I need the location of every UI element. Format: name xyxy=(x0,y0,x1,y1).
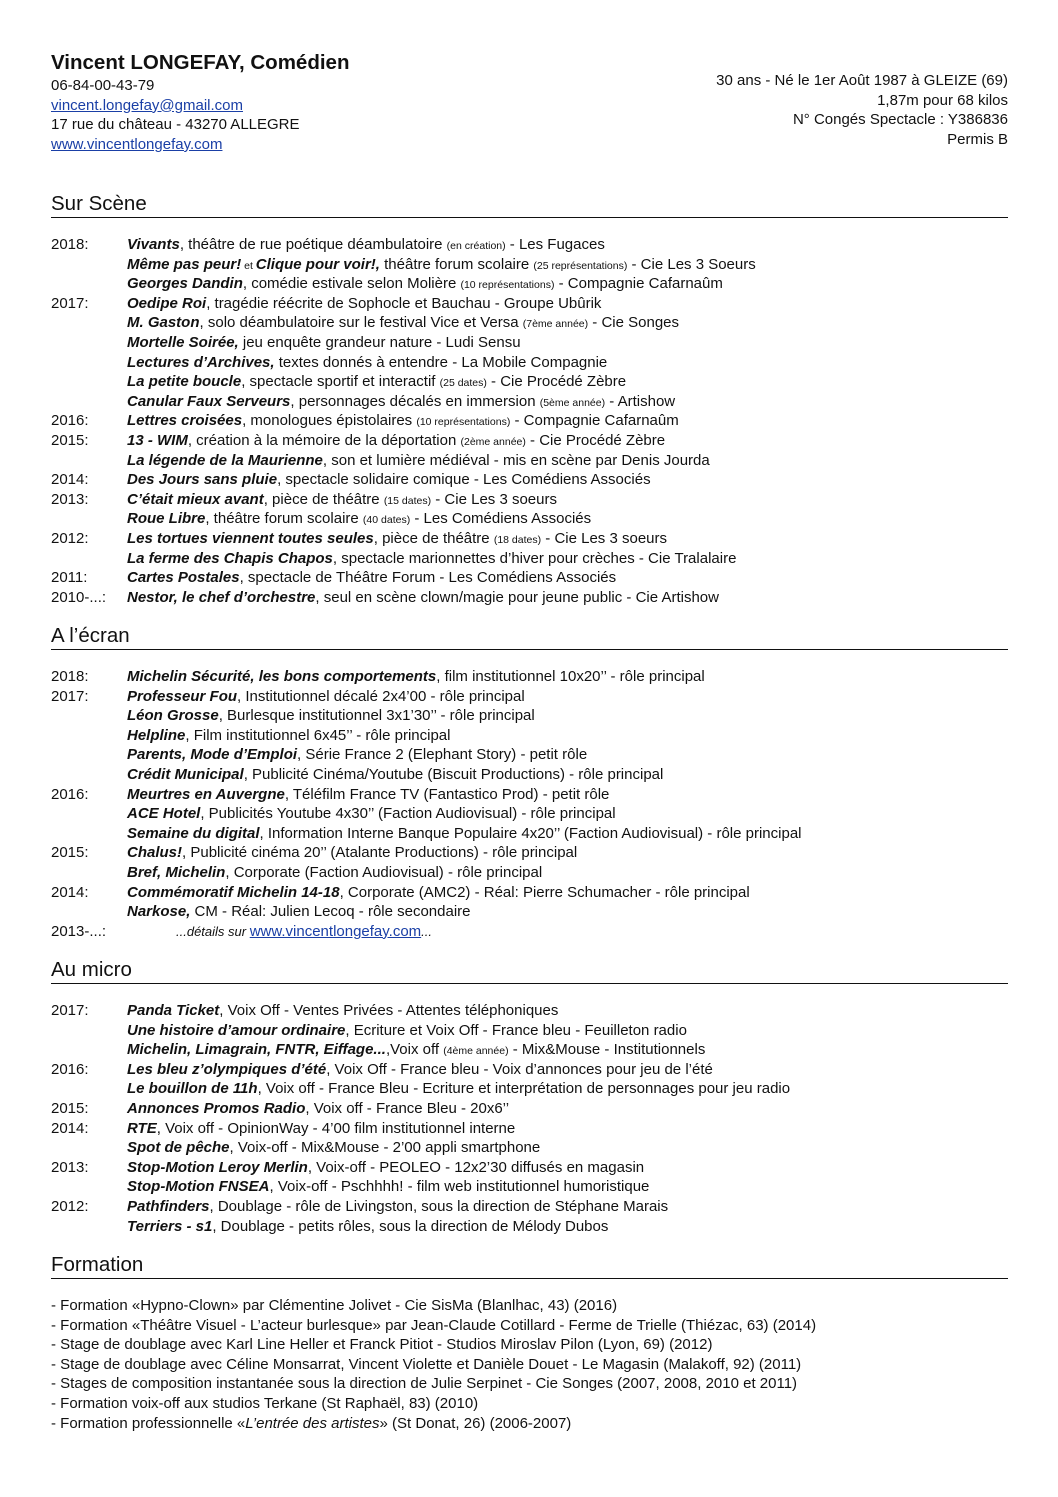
entry-rest: - Cie Les 3 soeurs xyxy=(541,529,667,547)
formation-item: - Formation «Hypno-Clown» par Clémentine Jolivet - Cie SisMa (Blanlhac, 43) (2016) xyxy=(51,1297,618,1314)
entry-title: Mortelle Soirée, xyxy=(127,333,239,351)
entry-year: 2015: xyxy=(51,1099,89,1117)
entry-text xyxy=(127,568,616,588)
entry-row xyxy=(51,470,1008,490)
entry-note: (4ème année) xyxy=(443,1045,509,1058)
entry-text xyxy=(127,274,723,296)
entry-text xyxy=(127,509,591,531)
entry-text xyxy=(127,353,607,373)
entry-row-more xyxy=(51,922,1008,942)
info-permis: Permis B xyxy=(947,130,1008,148)
more-text xyxy=(176,922,432,942)
entry-title: Vivants xyxy=(127,236,180,253)
entry-desc: , Voix Off - Ventes Privées - Attentes téléphoniques xyxy=(219,1002,559,1019)
entry-desc: , Corporate (AMC2) - Réal: Pierre Schumacher - rôle principal xyxy=(339,883,750,901)
entry-rest: - Les Fugaces xyxy=(505,236,605,253)
entry-rest: - Compagnie Cafarnaûm xyxy=(554,275,723,293)
entry-rest: - Cie Procédé Zèbre xyxy=(486,373,627,391)
entry-desc: , Voix off - France Bleu - 20x6’’ xyxy=(305,1099,510,1117)
entry-text xyxy=(127,255,756,277)
entry-text xyxy=(127,785,609,805)
entry-year: 2016: xyxy=(51,412,89,430)
section-micro xyxy=(51,959,1008,1236)
entry-row xyxy=(51,1001,1008,1021)
entry-desc: , tragédie réécrite de Sophocle et Bauchau - Groupe Ubûrik xyxy=(206,294,602,312)
entry-desc: CM - Réal: Julien Lecoq - rôle secondaire xyxy=(190,903,471,921)
screen-list xyxy=(51,667,1008,941)
entry-title: Stop-Motion Leroy Merlin xyxy=(127,1158,308,1176)
entry-title: Nestor, le chef d’orchestre xyxy=(127,588,316,606)
entry-title: Georges Dandin xyxy=(127,275,243,293)
formation-item: - Formation «Théâtre Visuel - L’acteur burlesque» par Jean-Claude Cotillard - Ferme de Trielle (Thiézac, 63) (2014) xyxy=(51,1316,817,1334)
personal-info xyxy=(716,71,1008,149)
entry-title: Le bouillon de 11h xyxy=(127,1080,258,1098)
entry-desc: , spectacle de Théâtre Forum - Les Comédiens Associés xyxy=(239,569,617,587)
entry-title: Canular Faux Serveurs xyxy=(127,392,291,410)
entry-desc: , film institutionnel 10x20’’ - rôle principal xyxy=(436,668,705,685)
contact-block xyxy=(51,76,300,154)
entry-desc: , Publicité cinéma 20’’ (Atalante Productions) - rôle principal xyxy=(182,844,578,862)
entry-desc: , solo déambulatoire sur le festival Vice et Versa xyxy=(199,314,523,332)
entry-text xyxy=(127,1119,515,1139)
entry-title: Les bleu z’olympiques d’été xyxy=(127,1060,327,1078)
entry-title: Chalus! xyxy=(127,844,183,862)
entry-desc: , Voix-off - Pschhhh! - film web institutionnel humoristique xyxy=(269,1178,650,1196)
entry-rest: - Cie Les 3 Soeurs xyxy=(627,255,756,273)
entry-text xyxy=(127,726,450,746)
entry-desc: textes donnés à entendre - La Mobile Compagnie xyxy=(274,353,608,371)
entry-desc: , Voix-off - Mix&Mouse - 2’00 appli smartphone xyxy=(229,1139,541,1157)
entry-text xyxy=(127,902,471,922)
entry-desc: , Doublage - rôle de Livingston, sous la direction de Stéphane Marais xyxy=(209,1197,669,1215)
entry-note: (40 dates) xyxy=(362,514,411,527)
entry-text xyxy=(127,529,667,551)
entry-rest: - Cie Les 3 soeurs xyxy=(431,490,557,508)
entry-year: 2018: xyxy=(51,236,89,253)
entry-row xyxy=(51,765,1008,785)
formation-item: - Stage de doublage avec Karl Line Heller et Franck Pitiot - Studios Miroslav Pilon (Lyon, 69) (2012) xyxy=(51,1336,713,1354)
entry-desc: , personnages décalés en immersion xyxy=(290,392,540,410)
entry-year: 2017: xyxy=(51,687,89,705)
entry-row xyxy=(51,235,1008,255)
entry-row xyxy=(51,863,1008,883)
more-suffix: ... xyxy=(421,923,433,939)
formation-item: - Stage de doublage avec Céline Monsarrat, Vincent Violette et Danièle Douet - Le Magasin (Malakoff, 92) (2011) xyxy=(51,1355,802,1373)
section-title: Au micro xyxy=(51,959,1008,984)
entry-desc: , théâtre de rue poétique déambulatoire xyxy=(179,236,447,253)
entry-text xyxy=(127,333,521,353)
entry-text xyxy=(127,372,626,394)
entry-year: 2015: xyxy=(51,431,89,449)
entry-row xyxy=(51,509,1008,529)
entry-desc: , comédie estivale selon Molière xyxy=(242,275,461,293)
entry-year: 2010-...: xyxy=(51,588,107,606)
entry-desc: , Institutionnel décalé 2x4’00 - rôle principal xyxy=(237,687,525,705)
entry-rest: - Artishow xyxy=(605,392,676,410)
entry-note: (25 dates) xyxy=(439,377,487,390)
email-link[interactable]: vincent.longefay@gmail.com xyxy=(51,96,243,114)
entry-desc: , Information Interne Banque Populaire 4x20’’ (Faction Audiovisual) - rôle principal xyxy=(259,824,802,842)
entry-connector: et xyxy=(241,259,256,272)
entry-rest: - Les Comédiens Associés xyxy=(410,510,592,528)
entry-row xyxy=(51,274,1008,294)
entry-text xyxy=(127,667,705,687)
entry-text xyxy=(127,1138,540,1158)
entry-row xyxy=(51,294,1008,314)
entry-year: 2016: xyxy=(51,1060,89,1078)
entry-title: Pathfinders xyxy=(127,1197,210,1215)
entry-year: 2014: xyxy=(51,883,89,901)
entry-row xyxy=(51,785,1008,805)
entry-desc: , Ecriture et Voix Off - France bleu - Feuilleton radio xyxy=(345,1021,687,1039)
entry-title: La petite boucle xyxy=(127,373,242,391)
section-title: Sur Scène xyxy=(51,193,1008,218)
entry-title: Roue Libre xyxy=(127,510,206,528)
entry-title: 13 - WIM xyxy=(127,431,188,449)
entry-year: 2013: xyxy=(51,1158,89,1176)
entry-rest: - Cie Procédé Zèbre xyxy=(525,431,666,449)
entry-text xyxy=(127,411,679,433)
entry-desc: , Doublage - petits rôles, sous la direction de Mélody Dubos xyxy=(212,1217,609,1235)
entry-note: (18 dates) xyxy=(493,533,542,546)
entry-year: 2014: xyxy=(51,1119,89,1137)
entry-desc: , Voix-off - PEOLEO - 12x2’30 diffusés en magasin xyxy=(307,1158,645,1176)
entry-text xyxy=(127,843,577,863)
entry-row xyxy=(51,1217,1008,1237)
entry-desc: , Voix off - OpinionWay - 4’00 film institutionnel interne xyxy=(156,1119,516,1137)
entry-row xyxy=(51,1197,1008,1217)
entry-text xyxy=(127,1021,687,1041)
entry-text xyxy=(127,235,605,257)
entry-desc: , spectacle solidaire comique - Les Comédiens Associés xyxy=(277,471,651,489)
entry-year: 2017: xyxy=(51,294,89,312)
entry-text xyxy=(127,706,535,726)
info-age: 30 ans - Né le 1er Août 1987 à GLEIZE (69) xyxy=(716,72,1008,89)
entry-desc: , pièce de théâtre xyxy=(263,490,384,508)
entry-row xyxy=(51,353,1008,373)
entry-row xyxy=(51,1099,1008,1119)
entry-row xyxy=(51,902,1008,922)
entry-title: Des Jours sans pluie xyxy=(127,471,278,489)
formation-italic: L’entrée des artistes xyxy=(245,1414,380,1432)
entry-title: La légende de la Maurienne xyxy=(127,451,323,469)
entry-row xyxy=(51,667,1008,687)
entry-desc: , monologues épistolaires xyxy=(242,412,417,430)
entry-title: La ferme des Chapis Chapos xyxy=(127,549,333,567)
entry-year: 2016: xyxy=(51,785,89,803)
formation-item: - Formation voix-off aux studios Terkane (St Raphaël, 83) (2010) xyxy=(51,1394,479,1412)
entry-title: Une histoire d’amour ordinaire xyxy=(127,1021,346,1039)
entry-note: (15 dates) xyxy=(383,494,432,507)
entry-text xyxy=(127,765,663,785)
entry-row xyxy=(51,372,1008,392)
entry-desc: , pièce de théâtre xyxy=(373,529,494,547)
entry-desc: ,Voix off xyxy=(385,1041,444,1059)
more-website-link[interactable]: www.vincentlongefay.com xyxy=(249,922,422,940)
entry-desc: , Voix Off - France bleu - Voix d’annonces pour jeu de l’été xyxy=(326,1060,713,1078)
entry-title: Semaine du digital xyxy=(127,824,260,842)
entry-text xyxy=(127,1079,790,1099)
entry-text xyxy=(127,490,557,512)
entry-row xyxy=(51,883,1008,903)
entry-title: Michelin Sécurité, les bons comportements xyxy=(127,668,437,685)
entry-row xyxy=(51,313,1008,333)
entry-text xyxy=(127,588,719,608)
entry-text xyxy=(127,1217,608,1237)
entry-desc: , spectacle sportif et interactif xyxy=(241,373,440,391)
entry-year: 2015: xyxy=(51,844,89,862)
entry-note: (10 représentations) xyxy=(460,279,555,292)
entry-year: 2012: xyxy=(51,529,89,547)
entry-title: ACE Hotel xyxy=(127,805,201,823)
address: 17 rue du château - 43270 ALLEGRE xyxy=(51,116,300,134)
formation-suffix: » (St Donat, 26) (2006-2007) xyxy=(379,1414,572,1432)
entry-year: 2012: xyxy=(51,1197,89,1215)
entry-title: Terriers - s1 xyxy=(127,1217,213,1235)
entry-text xyxy=(127,804,616,824)
entry-year: 2013: xyxy=(51,490,89,508)
entry-title: Narkose, xyxy=(127,903,191,921)
formation-item xyxy=(51,1414,1008,1434)
entry-year: 2014: xyxy=(51,471,89,489)
entry-note: (7ème année) xyxy=(522,318,589,331)
entry-text xyxy=(127,1177,649,1197)
entry-desc: , Publicités Youtube 4x30’’ (Faction Audiovisual) - rôle principal xyxy=(200,805,616,823)
entry-title: Lectures d’Archives, xyxy=(127,353,275,371)
entry-note: (2ème année) xyxy=(460,435,526,448)
entry-desc: théâtre forum scolaire xyxy=(379,255,534,273)
entry-text xyxy=(127,1060,713,1080)
section-title: A l’écran xyxy=(51,625,1008,650)
entry-text xyxy=(127,1099,509,1119)
entry-text xyxy=(127,392,675,414)
entry-row xyxy=(51,706,1008,726)
entry-row xyxy=(51,1079,1008,1099)
info-conges: N° Congés Spectacle : Y386836 xyxy=(792,111,1008,129)
formation-list xyxy=(51,1296,1008,1433)
entry-text xyxy=(127,1158,644,1178)
entry-row xyxy=(51,824,1008,844)
entry-note: (en création) xyxy=(446,240,506,252)
entry-desc: , son et lumière médiéval - mis en scène par Denis Jourda xyxy=(322,451,710,469)
entry-note: (5ème année) xyxy=(539,396,606,409)
more-prefix: ...détails sur xyxy=(176,923,250,939)
entry-title: Spot de pêche xyxy=(127,1139,230,1157)
entry-row xyxy=(51,333,1008,353)
entry-text xyxy=(127,431,665,453)
scene-list xyxy=(51,235,1008,607)
entry-desc: , spectacle marionnettes d’hiver pour crèches - Cie Tralalaire xyxy=(332,549,737,567)
entry-title: Cartes Postales xyxy=(127,569,240,587)
entry-text xyxy=(127,824,802,844)
section-screen xyxy=(51,625,1008,941)
entry-text xyxy=(127,313,679,335)
entry-desc: , création à la mémoire de la déportation xyxy=(187,431,461,449)
entry-title: Léon Grosse xyxy=(127,707,219,725)
entry-year: 2017: xyxy=(51,1002,89,1019)
entry-desc: , Film institutionnel 6x45’’ - rôle principal xyxy=(185,726,451,744)
entry-desc: , Corporate (Faction Audiovisual) - rôle principal xyxy=(225,863,543,881)
entry-row xyxy=(51,1158,1008,1178)
entry-title: Meurtres en Auvergne xyxy=(127,785,285,803)
entry-row xyxy=(51,843,1008,863)
entry-row xyxy=(51,804,1008,824)
phone: 06-84-00-43-79 xyxy=(51,77,155,94)
entry-year: 2011: xyxy=(51,569,88,587)
entry-row xyxy=(51,392,1008,412)
section-title: Formation xyxy=(51,1254,1008,1279)
entry-row xyxy=(51,411,1008,431)
formation-prefix: - Formation professionnelle « xyxy=(51,1414,246,1432)
entry-text xyxy=(127,745,587,765)
entry-row xyxy=(51,431,1008,451)
entry-text xyxy=(127,294,601,314)
entry-row xyxy=(51,1138,1008,1158)
entry-title: Professeur Fou xyxy=(127,687,238,705)
entry-title: Oedipe Roi xyxy=(127,294,207,312)
entry-title: Les tortues viennent toutes seules xyxy=(127,529,374,547)
entry-title: M. Gaston xyxy=(127,314,200,332)
entry-title: Stop-Motion FNSEA xyxy=(127,1178,270,1196)
formation-item: - Stages de composition instantanée sous la direction de Julie Serpinet - Cie Songes (2007, 2008, 2010 et 2011) xyxy=(51,1375,798,1393)
cv-name: Vincent LONGEFAY, Comédien xyxy=(51,51,350,74)
entry-title: Panda Ticket xyxy=(127,1002,220,1019)
entry-text xyxy=(127,1001,558,1021)
entry-row xyxy=(51,726,1008,746)
entry-row xyxy=(51,529,1008,549)
entry-title: Helpline xyxy=(127,726,186,744)
section-formation xyxy=(51,1254,1008,1433)
entry-title: Annonces Promos Radio xyxy=(127,1099,306,1117)
entry-title: C’était mieux avant xyxy=(127,490,264,508)
entry-desc: , seul en scène clown/magie pour jeune public - Cie Artishow xyxy=(315,588,719,606)
entry-rest: - Compagnie Cafarnaûm xyxy=(510,412,679,430)
entry-row xyxy=(51,687,1008,707)
entry-desc: , Série France 2 (Elephant Story) - petit rôle xyxy=(297,746,588,764)
entry-title: Crédit Municipal xyxy=(127,765,244,783)
entry-year: 2018: xyxy=(51,668,89,685)
entry-row xyxy=(51,568,1008,588)
entry-row xyxy=(51,1177,1008,1197)
entry-row xyxy=(51,745,1008,765)
entry-text xyxy=(127,1040,705,1062)
website-link[interactable]: www.vincentlongefay.com xyxy=(51,135,223,153)
entry-row xyxy=(51,549,1008,569)
entry-row xyxy=(51,1119,1008,1139)
section-scene xyxy=(51,193,1008,607)
entry-text xyxy=(127,1197,668,1217)
entry-desc: , Publicité Cinéma/Youtube (Biscuit Productions) - rôle principal xyxy=(243,765,664,783)
entry-title: Lettres croisées xyxy=(127,412,243,430)
entry-desc: , théâtre forum scolaire xyxy=(205,510,363,528)
entry-row xyxy=(51,255,1008,275)
entry-desc: jeu enquête grandeur nature - Ludi Sensu xyxy=(238,333,521,351)
entry-text xyxy=(127,863,542,883)
entry-title-2: Clique pour voir!, xyxy=(255,255,380,273)
entry-text xyxy=(127,549,736,569)
entry-year: 2013-...: xyxy=(51,922,107,940)
entry-title: Michelin, Limagrain, FNTR, Eiffage... xyxy=(127,1041,386,1059)
entry-desc: , Téléfilm France TV (Fantastico Prod) - petit rôle xyxy=(284,785,610,803)
entry-desc: , Voix off - France Bleu - Ecriture et interprétation de personnages pour jeu radio xyxy=(257,1080,791,1098)
entry-note: (25 représentations) xyxy=(533,259,628,272)
entry-row xyxy=(51,1021,1008,1041)
entry-row xyxy=(51,490,1008,510)
entry-title: Bref, Michelin xyxy=(127,863,226,881)
entry-title: Commémoratif Michelin 14-18 xyxy=(127,883,340,901)
entry-text xyxy=(127,883,750,903)
info-size: 1,87m pour 68 kilos xyxy=(877,91,1008,109)
entry-row xyxy=(51,1040,1008,1060)
entry-rest: - Mix&Mouse - Institutionnels xyxy=(508,1041,706,1059)
entry-title: Parents, Mode d’Emploi xyxy=(127,746,298,764)
entry-text xyxy=(127,687,525,707)
entry-row xyxy=(51,588,1008,608)
entry-text xyxy=(127,451,710,471)
entry-title: Même pas peur! xyxy=(127,255,242,273)
entry-row xyxy=(51,451,1008,471)
entry-rest: - Cie Songes xyxy=(588,314,680,332)
entry-note: (10 représentations) xyxy=(416,416,511,429)
micro-list xyxy=(51,1001,1008,1236)
entry-row xyxy=(51,1060,1008,1080)
entry-title: RTE xyxy=(127,1119,157,1137)
entry-desc: , Burlesque institutionnel 3x1’30’’ - rôle principal xyxy=(218,707,535,725)
entry-text xyxy=(127,470,651,490)
